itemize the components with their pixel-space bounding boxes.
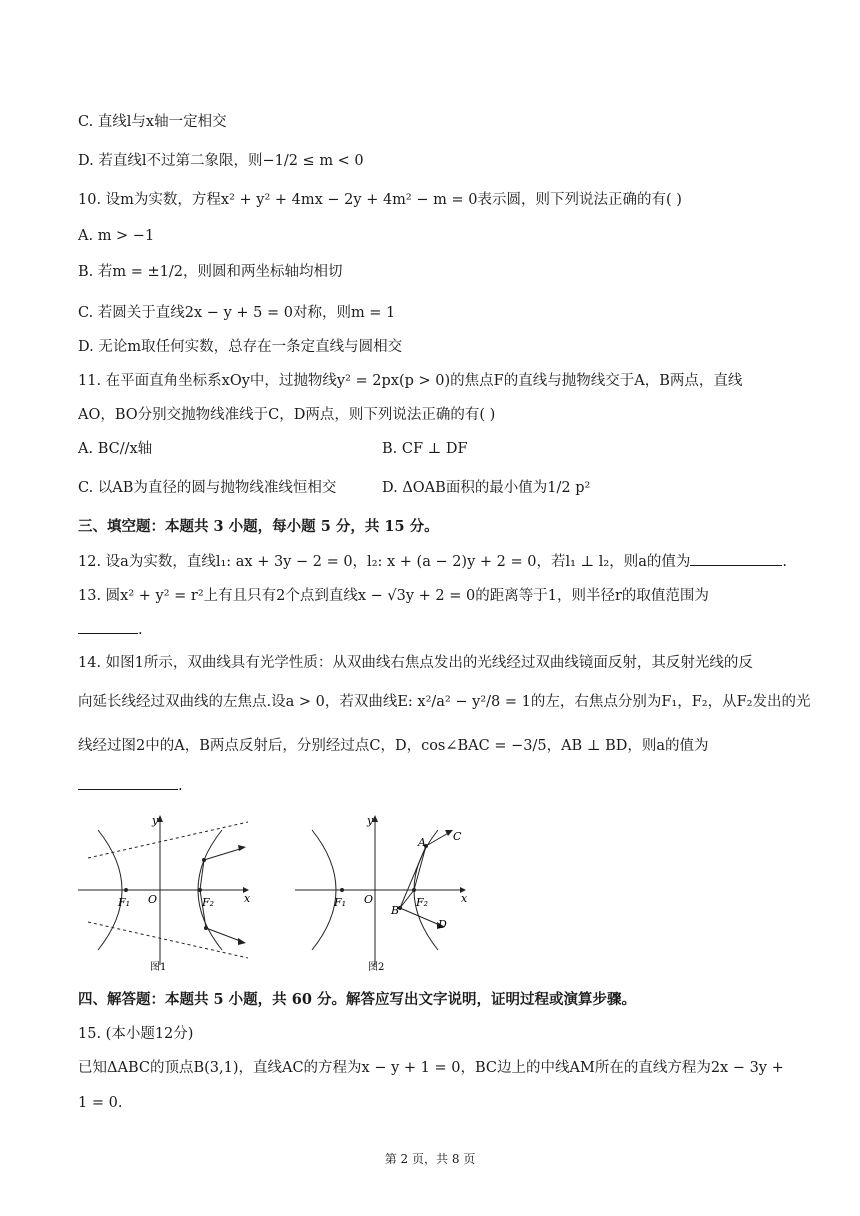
q14-line1: 14. 如图1所示，双曲线具有光学性质：从双曲线右焦点发出的光线经过双曲线镜面反射，其反射光线的反 xyxy=(78,655,753,671)
fig1-focus-f2 xyxy=(198,888,202,892)
q14-line4: . xyxy=(78,776,183,796)
fig1-dashed-asymptote-1 xyxy=(88,822,248,858)
fig2-ray-f2-b xyxy=(400,890,414,908)
fig2-label-f2: F₂ xyxy=(416,896,429,909)
fig1-label-x: x xyxy=(244,892,251,905)
fig2-focus-f1 xyxy=(340,888,344,892)
fig2-label-c: C xyxy=(453,830,462,843)
q12-answer-blank xyxy=(690,553,782,566)
q10-option-c: C. 若圆关于直线2x − y + 5 = 0对称，则m = 1 xyxy=(78,305,396,321)
fig1-label-f2: F₂ xyxy=(202,896,215,909)
q9-option-c: C. 直线l与x轴一定相交 xyxy=(78,114,227,130)
q10-stem: 10. 设m为实数，方程x² + y² + 4mx − 2y + 4m² − m = 0表示圆，则下列说法正确的有( ) xyxy=(78,192,682,208)
fig2-focus-f2 xyxy=(412,888,416,892)
fig2-label-y: y xyxy=(367,814,374,827)
q15-line2: 1 = 0. xyxy=(78,1095,123,1111)
fig1-label-f1: F₁ xyxy=(118,896,131,909)
q11-option-a: A. BC//x轴 xyxy=(78,441,153,457)
fig2-label-x: x xyxy=(461,892,468,905)
q14-line3: 线经过图2中的A，B两点反射后，分别经过点C，D，cos∠BAC = −3/5，AB ⊥ BD，则a的值为 xyxy=(78,738,709,754)
fig1-caption: 图1 xyxy=(150,962,167,973)
fig1-label-o: O xyxy=(148,893,158,906)
q14-answer-blank xyxy=(78,777,178,790)
q11-stem-line2: AO，BO分别交抛物线准线于C，D两点，则下列说法正确的有( ) xyxy=(78,407,496,423)
fig1-label-y: y xyxy=(152,814,159,827)
fig2-label-d: D xyxy=(438,918,447,931)
q9-option-d: D. 若直线l不过第二象限，则−1/2 ≤ m < 0 xyxy=(78,153,364,169)
fig2-label-f1: F₁ xyxy=(334,896,347,909)
q11-option-c: C. 以AB为直径的圆与抛物线准线恒相交 xyxy=(78,480,337,496)
figure-2 xyxy=(290,810,480,975)
q11-option-d: D. ΔOAB面积的最小值为1/2 p² xyxy=(382,480,591,496)
fig2-ray-f2-a xyxy=(414,846,426,890)
page-footer: 第 2 页，共 8 页 xyxy=(384,1152,476,1166)
q13-line2: . xyxy=(78,620,143,640)
q13-answer-blank xyxy=(78,621,138,634)
q15-line1: 已知ΔABC的顶点B(3,1)，直线AC的方程为x − y + 1 = 0，BC边上的中线AM所在的直线方程为2x − 3y + xyxy=(78,1060,784,1076)
fig1-focus-f1 xyxy=(124,888,128,892)
fig2-label-o: O xyxy=(364,893,374,906)
q15-heading: 15. (本小题12分) xyxy=(78,1026,194,1042)
q12: 12. 设a为实数，直线l₁: ax + 3y − 2 = 0，l₂: x + (a − 2)y + 2 = 0，若l₁ ⊥ l₂，则a的值为 . xyxy=(78,554,787,570)
fig2-label-a: A xyxy=(418,836,426,849)
section-4-heading: 四、解答题：本题共 5 小题，共 60 分。解答应写出文字说明，证明过程或演算步骤。 xyxy=(78,991,636,1008)
q11-stem-line1: 11. 在平面直角坐标系xOy中，过抛物线y² = 2px(p > 0)的焦点F的直线与抛物线交于A，B两点，直线 xyxy=(78,373,743,389)
figure-1 xyxy=(78,810,268,975)
q11-option-b: B. CF ⊥ DF xyxy=(382,441,468,457)
q10-option-a: A. m > −1 xyxy=(78,228,155,244)
fig2-caption: 图2 xyxy=(368,962,385,973)
q14-line2: 向延长线经过双曲线的左焦点.设a > 0，若双曲线E: x²/a² − y²/8 = 1的左，右焦点分别为F₁，F₂，从F₂发出的光 xyxy=(78,694,811,710)
fig1-dashed-asymptote-2 xyxy=(88,922,248,958)
fig2-reflect-ac xyxy=(426,832,450,846)
q10-option-d: D. 无论m取任何实数，总存在一条定直线与圆相交 xyxy=(78,339,403,355)
q12-text: 12. 设a为实数，直线l₁: ax + 3y − 2 = 0，l₂: x + (a − 2)y + 2 = 0，若l₁ ⊥ l₂，则a的值为 xyxy=(78,554,691,570)
q10-option-b: B. 若m = ±1/2，则圆和两坐标轴均相切 xyxy=(78,264,343,280)
section-3-heading: 三、填空题：本题共 3 小题，每小题 5 分，共 15 分。 xyxy=(78,518,439,535)
fig2-label-b: B xyxy=(391,904,400,917)
q13-line1: 13. 圆x² + y² = r²上有且只有2个点到直线x − √3y + 2 = 0的距离等于1，则半径r的取值范围为 xyxy=(78,588,709,604)
fig1-reflect-up xyxy=(204,848,243,860)
